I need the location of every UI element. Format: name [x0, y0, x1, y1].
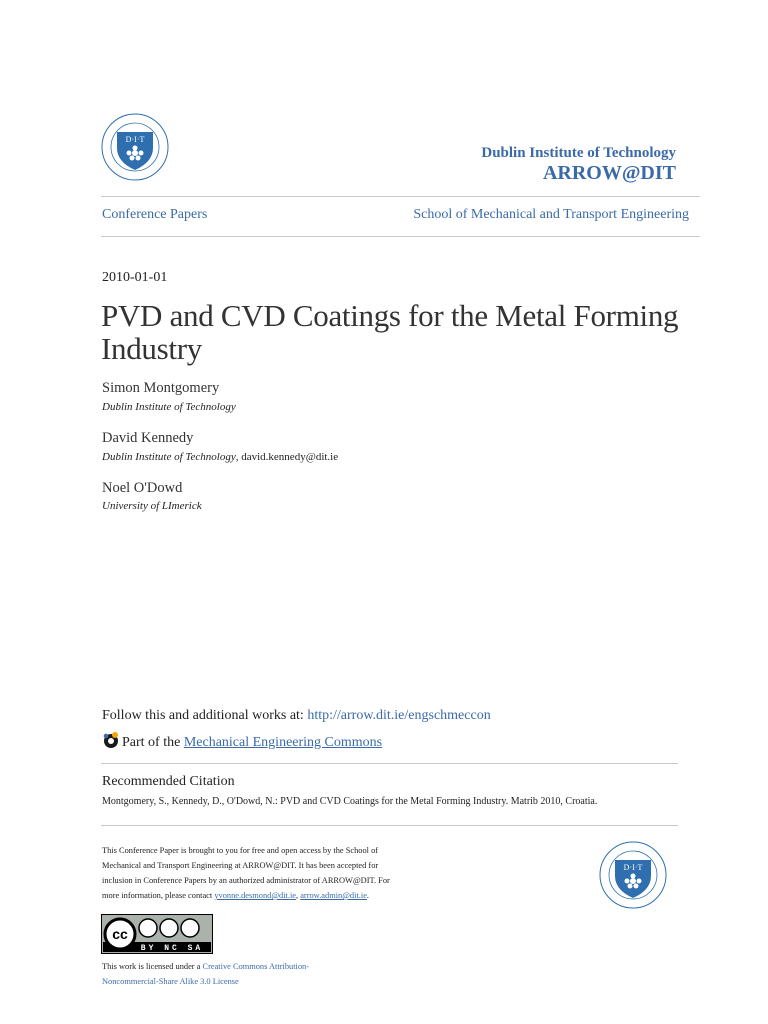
repository-name: ARROW@DIT [542, 162, 676, 184]
divider [101, 763, 678, 764]
dit-logo [598, 840, 668, 910]
part-of-line: Part of the Mechanical Engineering Commons [102, 731, 382, 751]
contact-email-link[interactable]: yvonne.desmond@dit.ie [214, 891, 297, 900]
follow-line: Follow this and additional works at: http://arrow.dit.ie/engschmeccon [102, 708, 491, 723]
author-name: David Kennedy [102, 430, 194, 446]
conference-papers-link[interactable]: Conference Papers [102, 207, 208, 222]
svg-text:cc: cc [112, 926, 128, 942]
noncommercial-icon [160, 919, 178, 937]
author-affiliation: Dublin Institute of Technology [102, 401, 236, 413]
citation-heading: Recommended Citation [102, 774, 235, 789]
author-name: Simon Montgomery [102, 380, 220, 396]
license-statement: This work is licensed under a Creative Commons Attribution-Noncommercial-Share Alike 3.0 License [102, 962, 310, 986]
author-name: Noel O'Dowd [102, 480, 183, 496]
institution-name: Dublin Institute of Technology [481, 145, 676, 161]
contact-email-link[interactable]: arrow.admin@dit.ie [300, 891, 367, 900]
commons-network-icon [102, 731, 120, 749]
paper-title: PVD and CVD Coatings for the Metal Forming Industry [101, 298, 679, 366]
repository-url-link[interactable]: http://arrow.dit.ie/engschmeccon [307, 708, 491, 723]
publication-date: 2010-01-01 [102, 270, 168, 285]
svg-text:D·I·T: D·I·T [623, 863, 643, 872]
author-affiliation: University of LImerick [102, 500, 202, 512]
access-statement: This Conference Paper is brought to you for free and open access by the School of Mechanical and Transport Engineering at ARROW@DIT. It has been accepted for inclusion in Conference Papers by an authorized administrator of ARROW@DIT. For more information, please contact yvonne.desmond@dit.ie, arrow.admin@dit.ie. [102, 846, 390, 900]
svg-text:BY NC SA: BY NC SA [140, 944, 204, 953]
author-email: , david.kennedy@dit.ie [235, 451, 339, 463]
attribution-icon [139, 919, 157, 937]
dit-logo [100, 112, 170, 182]
divider [101, 825, 678, 826]
mechanical-engineering-commons-link[interactable]: Mechanical Engineering Commons [183, 735, 383, 750]
svg-text:D·I·T: D·I·T [125, 135, 145, 144]
divider [101, 196, 700, 197]
school-link[interactable]: School of Mechanical and Transport Engineering [413, 207, 689, 222]
cc-license-badge[interactable] [101, 914, 213, 954]
sharealike-icon [181, 919, 199, 937]
divider [101, 236, 700, 237]
author-affiliation: Dublin Institute of Technology, david.kennedy@dit.ie [102, 451, 339, 463]
license-link[interactable]: Creative Commons Attribution-Noncommercial-Share Alike 3.0 License [102, 962, 310, 986]
citation-text: Montgomery, S., Kennedy, D., O'Dowd, N.: PVD and CVD Coatings for the Metal Forming Industry. Matrib 2010, Croatia. [102, 796, 598, 807]
